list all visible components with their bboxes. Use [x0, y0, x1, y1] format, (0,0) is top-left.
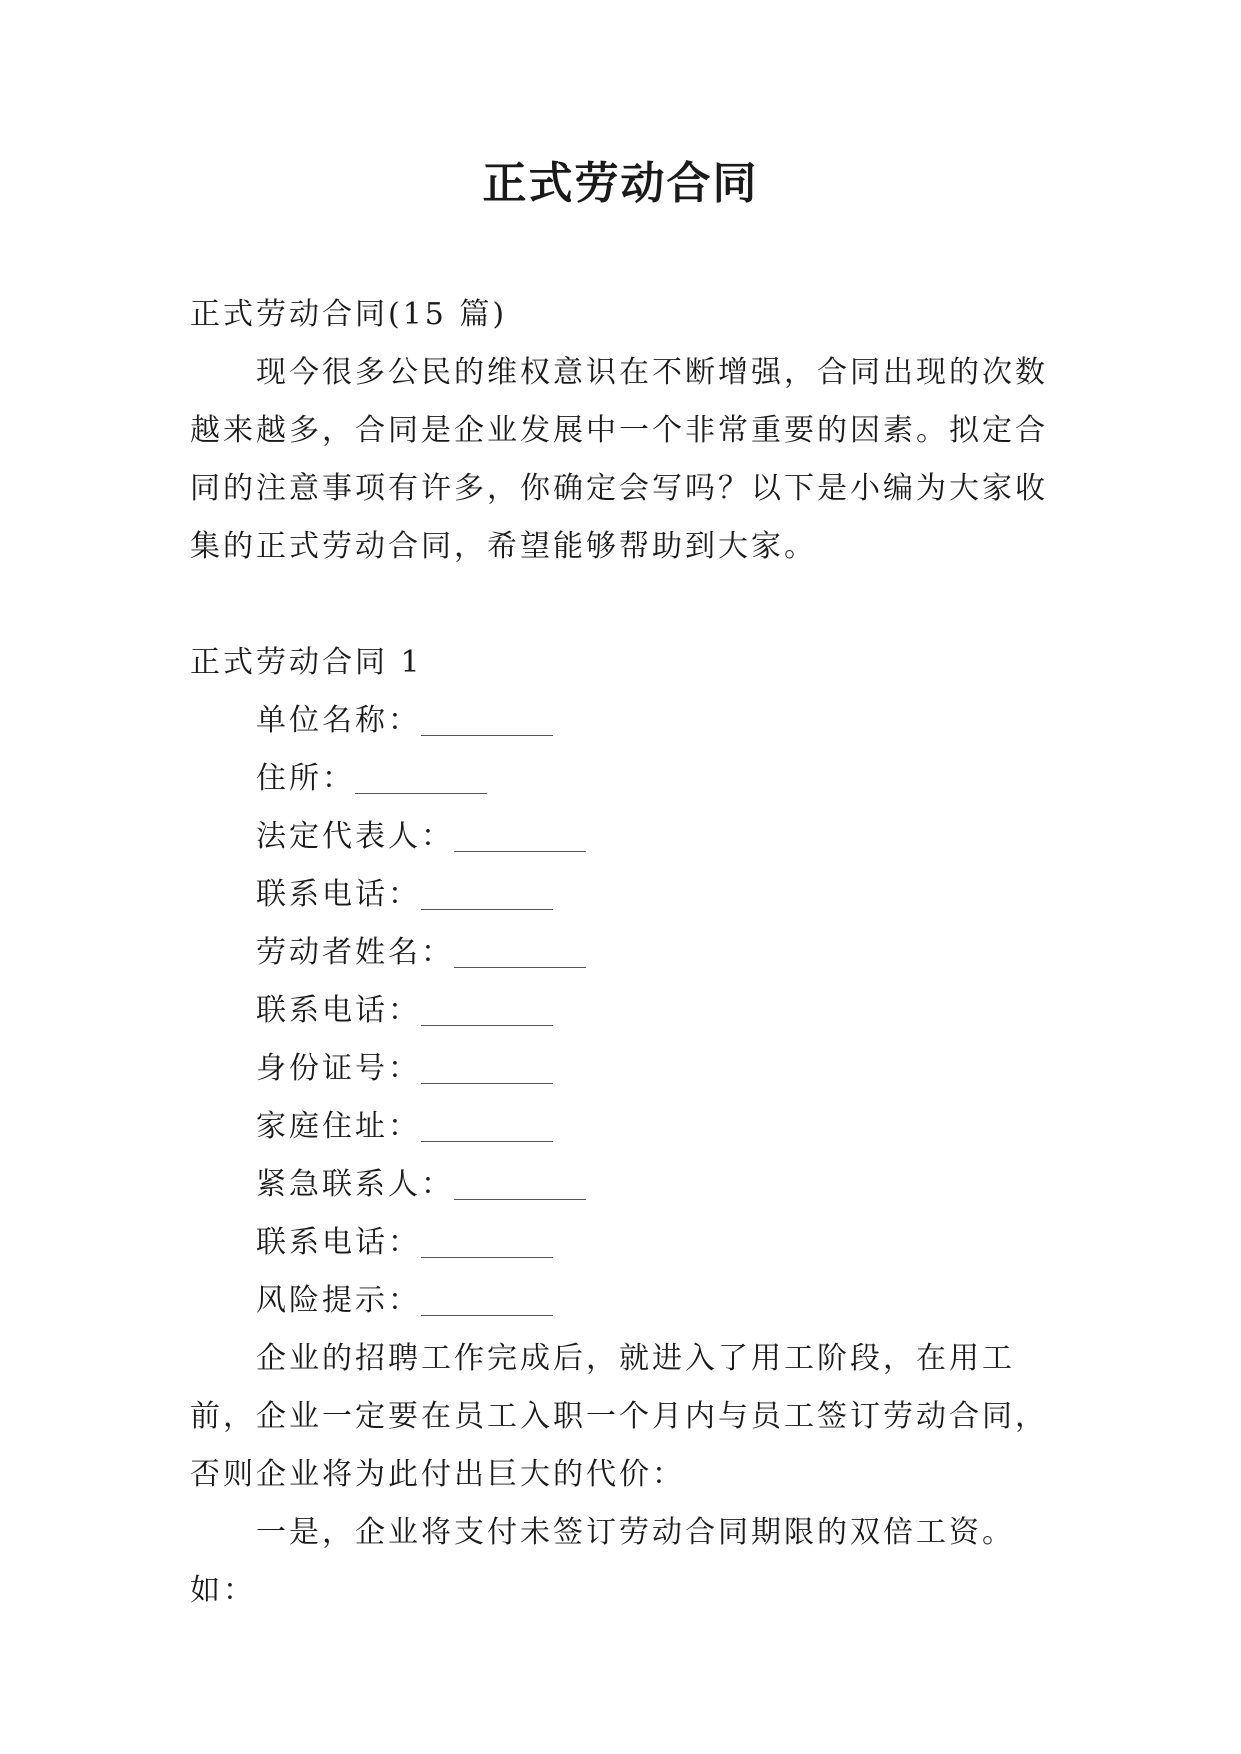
field-label: 家庭住址： [256, 1109, 421, 1144]
field-row [256, 924, 1050, 982]
field-row [256, 1040, 1050, 1098]
body-paragraph-2: 一是，企业将支付未签订劳动合同期限的双倍工资。如： [190, 1515, 1015, 1608]
field-row [256, 1156, 1050, 1214]
field-label: 联系电话： [256, 1225, 421, 1260]
blank-line [421, 1285, 553, 1316]
blank-line [421, 705, 553, 736]
field-row [256, 1214, 1050, 1272]
blank-line [355, 763, 487, 794]
field-row [256, 982, 1050, 1040]
field-row [256, 1272, 1050, 1330]
field-row [256, 866, 1050, 924]
document-subtitle: 正式劳动合同(15 篇) [190, 297, 508, 332]
field-label: 住所： [256, 761, 355, 796]
intro-paragraph: 现今很多公民的维权意识在不断增强，合同出现的次数越来越多，合同是企业发展中一个非常重要的因素。拟定合同的注意事项有许多，你确定会写吗？以下是小编为大家收集的正式劳动合同，希望能够帮助到大家。 [190, 355, 1048, 564]
blank-line [421, 1111, 553, 1142]
field-list [190, 692, 1050, 1330]
field-label: 劳动者姓名： [256, 935, 454, 970]
body-paragraph-1: 企业的招聘工作完成后，就进入了用工阶段，在用工前，企业一定要在员工入职一个月内与员工签订劳动合同，否则企业将为此付出巨大的代价： [190, 1341, 1048, 1492]
blank-line [454, 1169, 586, 1200]
field-row [256, 692, 1050, 750]
blank-line [421, 879, 553, 910]
blank-line [454, 821, 586, 852]
field-label: 联系电话： [256, 993, 421, 1028]
field-row [256, 750, 1050, 808]
document-title: 正式劳动合同 [482, 158, 759, 209]
field-label: 风险提示： [256, 1283, 421, 1318]
field-label: 单位名称： [256, 703, 421, 738]
blank-line [454, 937, 586, 968]
field-label: 联系电话： [256, 877, 421, 912]
field-row [256, 808, 1050, 866]
field-label: 身份证号： [256, 1051, 421, 1086]
blank-line [421, 1227, 553, 1258]
blank-line [421, 1053, 553, 1084]
section-heading: 正式劳动合同 1 [190, 645, 423, 680]
field-row [256, 1098, 1050, 1156]
field-label: 法定代表人： [256, 819, 454, 854]
blank-line [421, 995, 553, 1026]
field-label: 紧急联系人： [256, 1167, 454, 1202]
